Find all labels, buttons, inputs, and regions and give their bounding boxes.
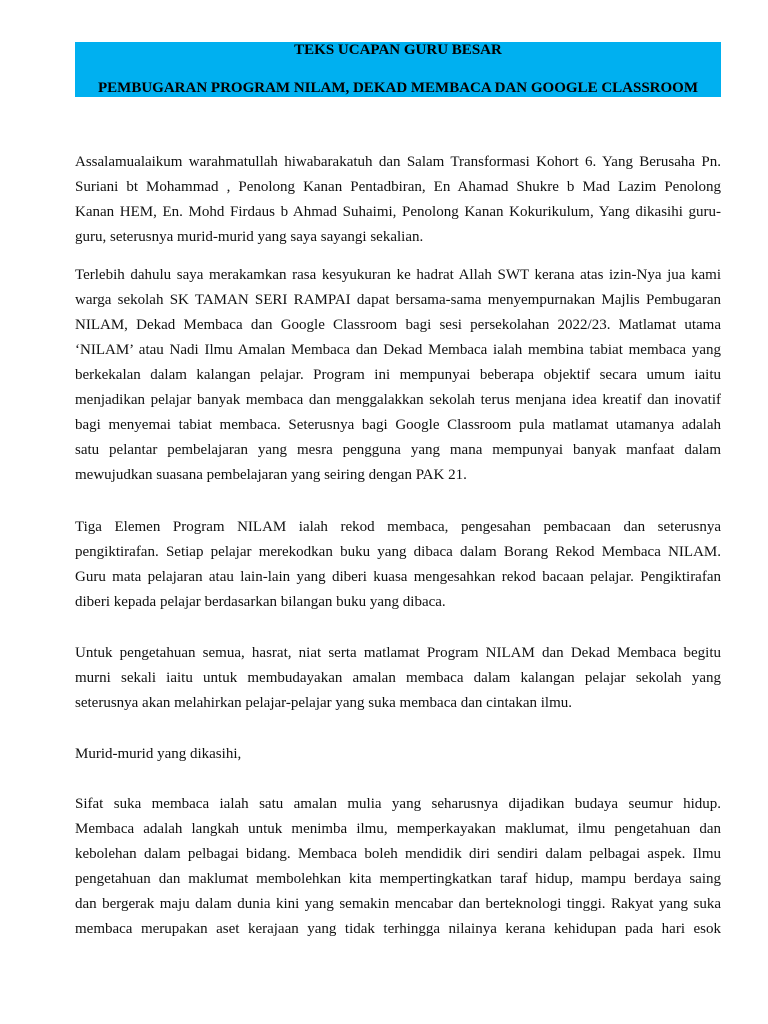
body-line: pengiktirafan. Setiap pelajar merekodkan buku yang dibaca dalam Borang Rekod Membaca NILAM. (75, 544, 721, 560)
body-line: Untuk pengetahuan semua, hasrat, niat serta matlamat Program NILAM dan Dekad Membaca begitu (75, 645, 721, 661)
paragraph-reading-habit (75, 792, 721, 942)
paragraph-program-aims (75, 641, 721, 716)
body-line: ‘NILAM’ atau Nadi Ilmu Amalan Membaca dan Dekad Membaca ialah membina tabiat membaca yang (75, 342, 721, 358)
body-line: Membaca adalah langkah untuk menimba ilmu, memperkayakan maklumat, ilmu pengetahuan dan (75, 821, 721, 837)
paragraph-salutation (75, 742, 721, 767)
body-line: Assalamualaikum warahmatullah hiwabarakatuh dan Salam Transformasi Kohort 6. Yang Berusaha Pn. (75, 154, 721, 170)
paragraph-nilam-elements (75, 515, 721, 615)
body-line: warga sekolah SK TAMAN SERI RAMPAI dapat bersama-sama menyempurnakan Majlis Pembugaran (75, 292, 721, 308)
body-line: Suriani bt Mohammad , Penolong Kanan Pentadbiran, En Ahamad Shukre b Mad Lazim Penolong (75, 179, 721, 195)
body-line: menjadikan pelajar banyak membaca dan menggalakkan sekolah terus menjana idea kreatif dan inovatif (75, 392, 721, 408)
body-line: Sifat suka membaca ialah satu amalan mulia yang seharusnya dijadikan budaya seumur hidup. (75, 796, 721, 812)
body-line: mewujudkan suasana pembelajaran yang seiring dengan PAK 21. (75, 467, 467, 483)
body-line: satu pelantar pembelajaran yang mesra pengguna yang mana mempunyai banyak manfaat dalam (75, 442, 721, 458)
body-line: berkekalan dalam kalangan pelajar. Program ini mempunyai beberapa objektif secara umum iaitu (75, 367, 721, 383)
body-line: pengetahuan dan maklumat membolehkan kita mempertingkatkan taraf hidup, mampu berdaya saing (75, 871, 721, 887)
body-line: membaca merupakan aset kerajaan yang tidak terhingga nilainya kerana kehidupan pada hari esok (75, 921, 721, 937)
body-line: diberi kepada pelajar berdasarkan bilangan buku yang dibaca. (75, 594, 446, 610)
body-line: Kanan HEM, En. Mohd Firdaus b Ahmad Suhaimi, Penolong Kanan Kokurikulum, Yang dikasihi guru- (75, 204, 721, 220)
body-line: Guru mata pelajaran atau lain-lain yang diberi kuasa mengesahkan rekod bacaan pelajar. Pengiktirafan (75, 569, 721, 585)
body-line: NILAM, Dekad Membaca dan Google Classroom bagi sesi persekolahan 2022/23. Matlamat utama (75, 317, 721, 333)
body-line: guru, seterusnya murid-murid yang saya sayangi sekalian. (75, 229, 424, 245)
title-banner (75, 42, 721, 97)
body-line: Terlebih dahulu saya merakamkan rasa kesyukuran ke hadrat Allah SWT kerana atas izin-Nya jua kami (75, 267, 721, 283)
paragraph-gratitude (75, 263, 721, 488)
body-line: murni sekali iaitu untuk membudayakan amalan membaca dalam kalangan pelajar sekolah yang (75, 670, 721, 686)
paragraph-greeting (75, 150, 721, 250)
body-line: Murid-murid yang dikasihi, (75, 746, 242, 762)
document-title: TEKS UCAPAN GURU BESAR (294, 42, 502, 58)
body-line: Tiga Elemen Program NILAM ialah rekod membaca, pengesahan pembacaan dan seterusnya (75, 519, 721, 535)
body-line: seterusnya akan melahirkan pelajar-pelajar yang suka membaca dan cintakan ilmu. (75, 695, 572, 711)
body-line: kebolehan dalam pelbagai bidang. Membaca boleh mendidik diri sendiri dalam pelbagai aspek. Ilmu (75, 846, 721, 862)
body-line: dan bergerak maju dalam dunia kini yang semakin mencabar dan berteknologi tinggi. Rakyat yang suka (75, 896, 721, 912)
document-subtitle: PEMBUGARAN PROGRAM NILAM, DEKAD MEMBACA DAN GOOGLE CLASSROOM (98, 80, 698, 96)
body-line: bagi menyemai tabiat membaca. Seterusnya bagi Google Classroom pula matlamat utamanya adalah (75, 417, 721, 433)
